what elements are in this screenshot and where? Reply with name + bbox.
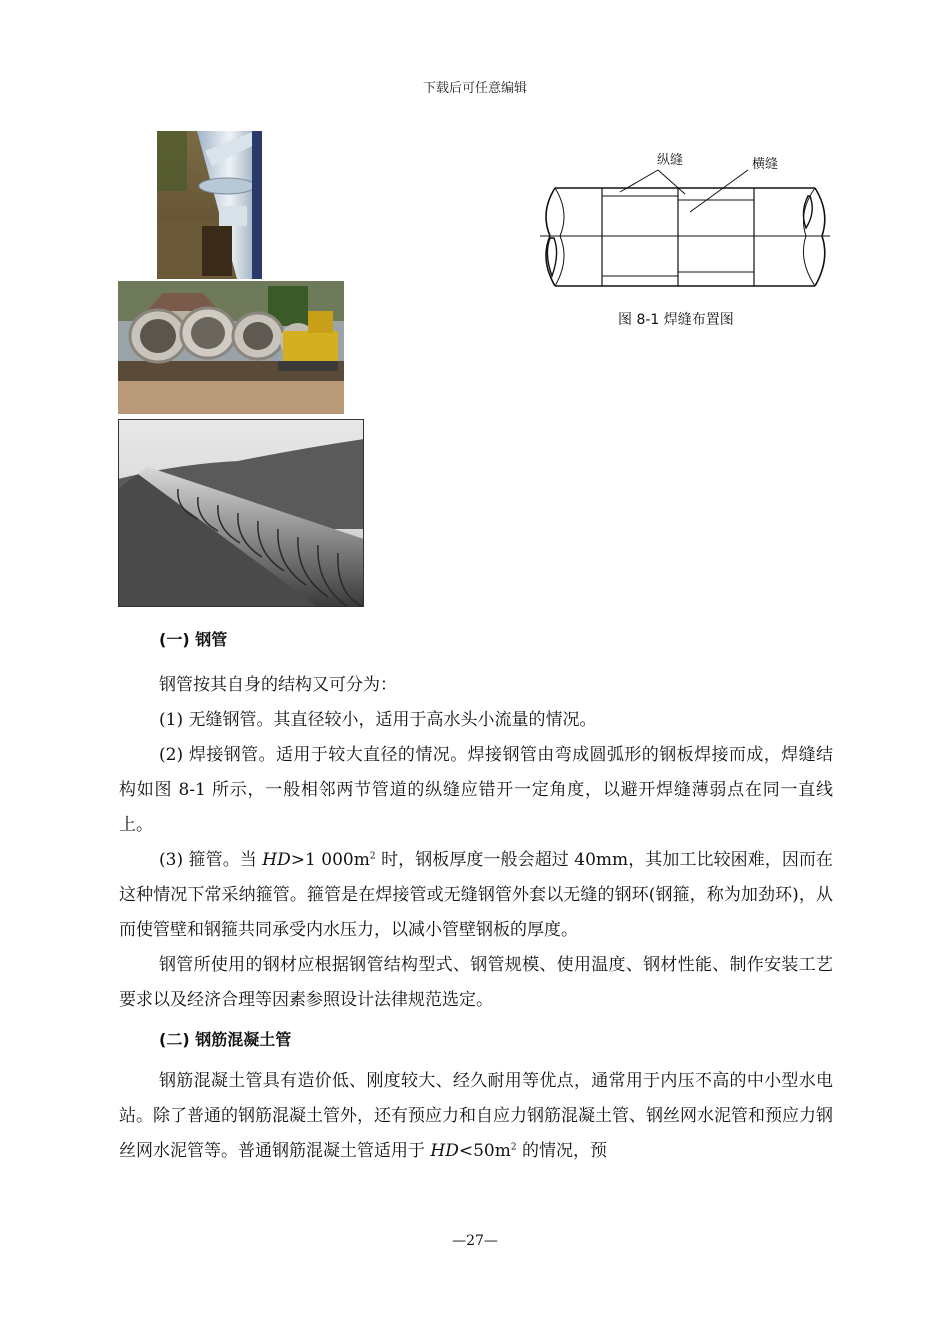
label-longitudinal-seam: 纵缝 (657, 153, 684, 168)
concrete-pipes-photo (118, 281, 344, 414)
section2-para: 钢筋混凝土管具有造价低、刚度较大、经久耐用等优点，通常用于内压不高的中小型水电站。除了普通的钢筋混凝土管外，还有预应力和自应力钢筋混凝土管、钢丝网水泥管和预应力钢丝网水泥管等。普通钢筋混凝土管适用于 $HD<50m^2$ 的情况，预 (119, 1071, 833, 1161)
section1-item3: (3) 箍管。当 HD>1 $000m^2$ 时，钢板厚度一般会超过 40mm，其加工比较困难，因而在这种情况下常采纳箍管。箍管是在焊接管或无缝钢管外套以无缝的钢环(钢箍，称为加劲环)，从而使管壁和钢箍共同承受内水压力，以减小管壁钢板的厚度。 (119, 850, 833, 940)
section1-material: 钢管所使用的钢材应根据钢管结构型式、钢管规模、使用温度、钢材性能、制作安装工艺要求以及经济合理等因素参照设计法律规范选定。 (119, 955, 833, 1010)
label-transverse-seam: 横缝 (752, 157, 779, 172)
section1-item1: (1) 无缝钢管。其直径较小，适用于高水头小流量的情况。 (159, 710, 597, 730)
section1 (119, 622, 833, 1169)
weld-layout-diagram (540, 148, 830, 338)
figure-caption: 图 8-1 焊缝布置图 (618, 312, 734, 328)
steel-penstock-photo (157, 131, 262, 279)
section2-heading: (二) 钢筋混凝土管 (159, 1030, 292, 1049)
page-number: —27— (452, 1233, 498, 1249)
page-header: 下载后可任意编辑 (422, 81, 527, 96)
section1-item2: (2) 焊接钢管。适用于较大直径的情况。焊接钢管由弯成圆弧形的钢板焊接而成，焊缝结构如图 8-1 所示，一般相邻两节管道的纵缝应错开一定角度，以避开焊缝薄弱点在同一直线上。 (119, 745, 833, 835)
section1-intro: 钢管按其自身的结构又可分为： (159, 675, 397, 695)
section1-heading: (一) 钢管 (159, 630, 228, 649)
corrugated-pipeline-photo (118, 419, 364, 607)
